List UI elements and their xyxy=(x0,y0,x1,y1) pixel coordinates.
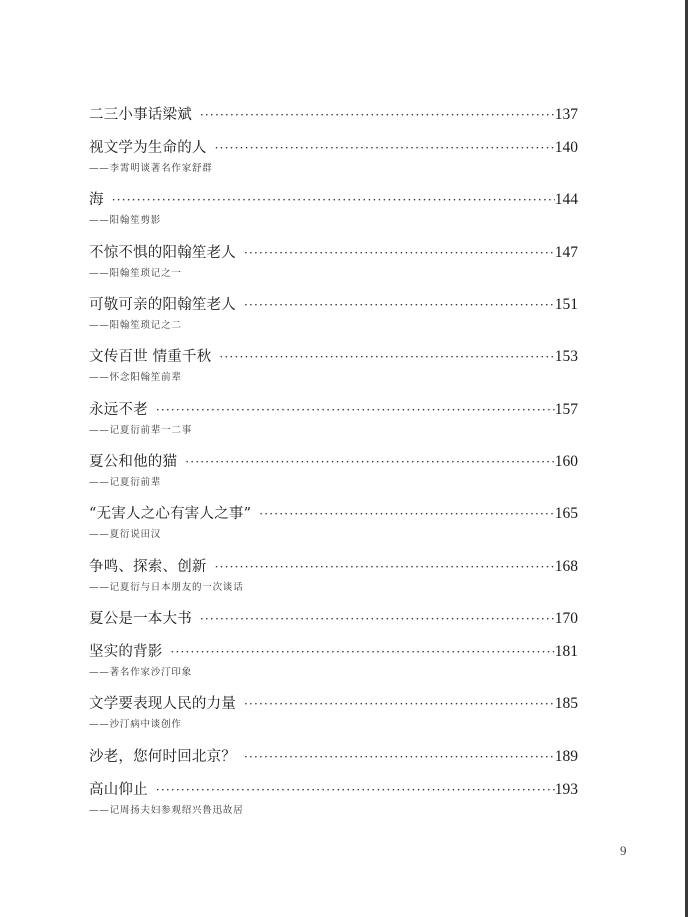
dot-leader xyxy=(185,451,555,473)
dot-leader xyxy=(259,503,555,525)
toc-entry[interactable] xyxy=(89,746,578,768)
toc-entry-line xyxy=(89,346,578,368)
dot-leader xyxy=(244,693,555,715)
dot-leader xyxy=(244,746,555,768)
toc-entry-page: 181 xyxy=(554,643,578,660)
toc-entry-title: 争鸣、探索、创新 xyxy=(89,559,207,575)
dot-leader xyxy=(215,137,555,159)
toc-entry-line xyxy=(89,399,578,421)
toc-entry-page: 140 xyxy=(554,139,578,156)
toc-entry-page: 160 xyxy=(554,453,578,470)
toc-entry-page: 165 xyxy=(554,505,578,522)
toc-entry-title: 高山仰止 xyxy=(89,782,148,798)
toc-entry-page: 144 xyxy=(554,191,578,208)
toc-entry-title: 永远不老 xyxy=(89,402,148,418)
toc-entry-subtitle: ——阳翰笙琐记之一 xyxy=(89,268,182,279)
toc-entry-subtitle: ——怀念阳翰笙前辈 xyxy=(89,372,182,383)
toc-entry[interactable] xyxy=(89,346,578,386)
toc-entry-line xyxy=(89,746,578,768)
toc-entry-title: 海 xyxy=(89,192,104,208)
toc-entry-title: “无害人之心有害人之事” xyxy=(89,506,252,522)
toc-entry-page: 168 xyxy=(554,558,578,575)
toc-entry-subtitle: ——阳翰笙剪影 xyxy=(89,215,162,226)
toc-entry[interactable] xyxy=(89,104,578,126)
toc-entry[interactable] xyxy=(89,294,578,334)
toc-entry-line xyxy=(89,608,578,630)
toc-entry-subtitle: ——夏衍说田汉 xyxy=(89,529,162,540)
toc-entry-title: 夏公和他的猫 xyxy=(89,454,178,470)
toc-entry-title: 二三小事话梁斌 xyxy=(89,107,192,123)
page-number: 9 xyxy=(620,843,627,858)
dot-leader xyxy=(244,242,555,264)
dot-leader xyxy=(112,189,555,211)
toc-entry-line xyxy=(89,242,578,264)
toc-entry-line xyxy=(89,641,578,663)
toc-entry-subtitle: ——记夏衍前辈一二事 xyxy=(89,425,193,436)
toc-entry-line xyxy=(89,451,578,473)
toc-entry-subtitle: ——著名作家沙汀印象 xyxy=(89,667,193,678)
toc-entry[interactable] xyxy=(89,399,578,439)
toc-entry-line xyxy=(89,137,578,159)
toc-entry-title: 夏公是一本大书 xyxy=(89,611,192,627)
toc-entry-title: 不惊不惧的阳翰笙老人 xyxy=(89,245,236,261)
toc-entry-page: 170 xyxy=(554,610,578,627)
toc-entry[interactable] xyxy=(89,189,578,229)
toc-entry-subtitle: ——李霄明谈著名作家舒群 xyxy=(89,163,213,174)
dot-leader xyxy=(200,608,555,630)
toc-entry-line xyxy=(89,779,578,801)
toc-entry-line xyxy=(89,189,578,211)
toc-entry[interactable] xyxy=(89,779,578,819)
toc-entry-title: 坚实的背影 xyxy=(89,644,163,660)
toc-entry-page: 147 xyxy=(554,244,578,261)
dot-leader xyxy=(244,294,555,316)
dot-leader xyxy=(171,641,555,663)
table-of-contents xyxy=(89,0,578,917)
dot-leader xyxy=(200,104,555,126)
dot-leader xyxy=(156,779,555,801)
toc-entry-title: 文传百世 情重千秋 xyxy=(89,349,212,365)
toc-entry-title: 视文学为生命的人 xyxy=(89,140,207,156)
toc-entry-subtitle: ——阳翰笙琐记之二 xyxy=(89,320,182,331)
toc-entry-subtitle: ——记夏衍前辈 xyxy=(89,477,162,488)
toc-entry-page: 189 xyxy=(554,748,578,765)
toc-entry[interactable] xyxy=(89,503,578,543)
toc-entry-line xyxy=(89,556,578,578)
toc-entry-line xyxy=(89,104,578,126)
toc-entry[interactable] xyxy=(89,242,578,282)
toc-entry-page: 157 xyxy=(554,401,578,418)
dot-leader xyxy=(156,399,555,421)
toc-entry-subtitle: ——记周扬夫妇参观绍兴鲁迅故居 xyxy=(89,805,244,816)
toc-entry-subtitle: ——沙汀病中谈创作 xyxy=(89,719,182,730)
toc-entry-page: 151 xyxy=(554,296,578,313)
toc-entry-line xyxy=(89,503,578,525)
toc-entry-page: 185 xyxy=(554,695,578,712)
toc-entry[interactable] xyxy=(89,451,578,491)
toc-entry-title: 沙老，您何时回北京？ xyxy=(89,749,236,765)
toc-entry-line xyxy=(89,294,578,316)
toc-entry[interactable] xyxy=(89,641,578,681)
toc-entry-page: 193 xyxy=(554,781,578,798)
toc-entry-line xyxy=(89,693,578,715)
toc-entry-title: 文学要表现人民的力量 xyxy=(89,696,236,712)
toc-entry[interactable] xyxy=(89,608,578,630)
toc-entry[interactable] xyxy=(89,556,578,596)
toc-entry[interactable] xyxy=(89,137,578,177)
dot-leader xyxy=(219,346,554,368)
toc-entry-subtitle: ——记夏衍与日本朋友的一次谈话 xyxy=(89,582,244,593)
toc-entry-page: 153 xyxy=(554,348,578,365)
toc-entry-page: 137 xyxy=(554,106,578,123)
dot-leader xyxy=(215,556,555,578)
toc-entry-title: 可敬可亲的阳翰笙老人 xyxy=(89,297,236,313)
toc-entry[interactable] xyxy=(89,693,578,733)
